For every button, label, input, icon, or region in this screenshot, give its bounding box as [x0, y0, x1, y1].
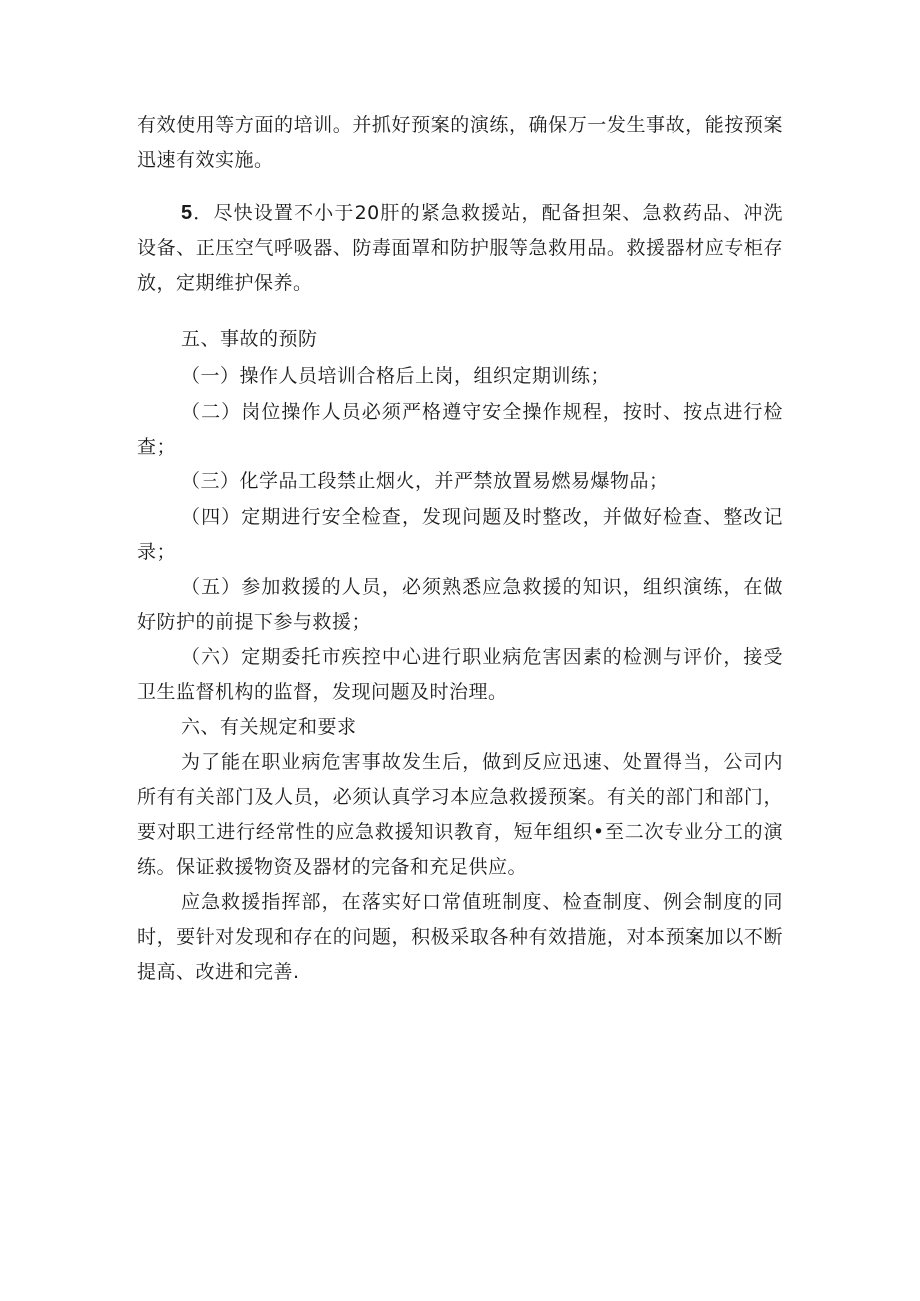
prevention-item-3: （三）化学品工段禁止烟火，并严禁放置易燃易爆物品；	[181, 470, 669, 492]
paragraph-regulations: 为了能在职业病危害事故发生后，做到反应迅速、处置得当，公司内所有有关部门及人员，必须认真学习本应急救援预案。有关的部门和部门，要对职工进行经常性的应急救援知识教育，短年组织•至二次专业分工的演练。保证救援物资及器材的完备和充足供应。	[137, 751, 783, 878]
paragraph-command: 应急救援指挥部，在落实好口常值班制度、检查制度、例会制度的同时，要针对发现和存在的问题，积极采取各种有效措施，对本预案加以不断提高、改进和完善.	[137, 891, 783, 983]
paragraph-training: 有效使用等方面的培训。并抓好预案的演练，确保万一发生事故，能按预案迅速有效实施。	[137, 114, 783, 171]
prevention-item-2: （二）岗位操作人员必须严格遵守安全操作规程，按时、按点进行检查；	[137, 401, 783, 458]
section-heading-prevention: 五、事故的预防	[181, 328, 318, 350]
paragraph-rescue-station	[137, 196, 783, 301]
rescue-station-text: ．尽快设置不小于20肝的紧急救援站，配备担架、急救药品、冲洗设备、正压空气呼吸器、防毒面罩和防护服等急救用品。救援器材应专柜存放，定期维护保养。	[137, 202, 783, 294]
prevention-item-4: （四）定期进行安全检查，发现问题及时整改，并做好检查、整改记录；	[137, 506, 783, 563]
prevention-item-1: （一）操作人员培训合格后上岗，组织定期训练；	[181, 365, 611, 387]
prevention-item-6: （六）定期委托市疾控中心进行职业病危害因素的检测与评价，接受卫生监督机构的监督，发现问题及时治理。	[137, 646, 783, 703]
prevention-item-5: （五）参加救援的人员，必须熟悉应急救援的知识，组织演练，在做好防护的前提下参与救援；	[137, 576, 783, 633]
section-heading-regulations: 六、有关规定和要求	[181, 716, 357, 738]
item-number: 5	[181, 202, 193, 224]
